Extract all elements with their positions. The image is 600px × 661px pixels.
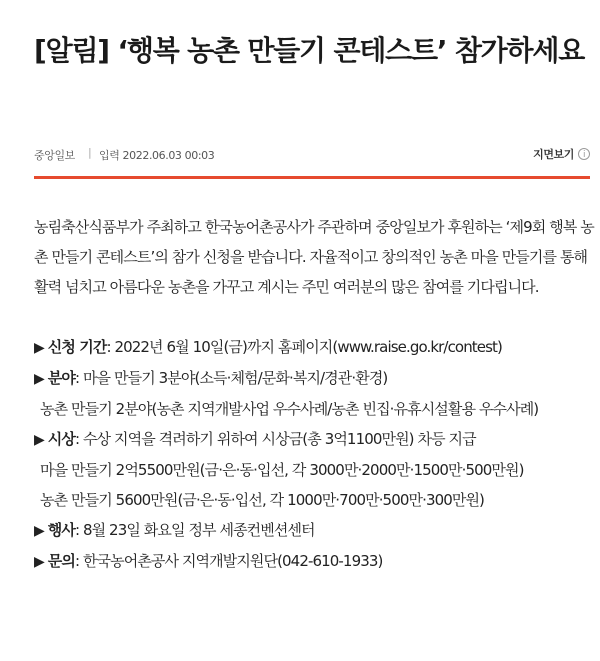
category-detail: 농촌 만들기 2분야(농촌 지역개발사업 우수사례/농촌 빈집·유휴시설활용 우수사례) — [40, 400, 539, 418]
award-detail-village: 마을 만들기 2억5500만원(금·은·동·입선, 각 3000만·2000만·1500만·500만원) — [40, 461, 524, 479]
triangle-bullet-icon: ▶ — [34, 554, 44, 570]
item-text: : 8월 23일 화요일 정부 세종컨벤션센터 — [74, 521, 315, 539]
item-text: : 2022년 6월 10일(금)까지 홈페이지(www.raise.go.kr/contest) — [106, 338, 502, 356]
print-view-button[interactable] — [533, 145, 590, 163]
source-name: 중앙일보 — [34, 149, 75, 162]
print-view-label: 지면보기 — [533, 148, 574, 161]
award-detail-rural: 농촌 만들기 5600만원(금·은·동·입선, 각 1000만·700만·500만·300만원) — [40, 491, 485, 509]
item-label: 신청 기간 — [47, 338, 107, 356]
article-meta — [34, 145, 590, 163]
item-label: 분야 — [47, 369, 75, 387]
publish-date: 입력 2022.06.03 00:03 — [99, 149, 215, 162]
item-event — [34, 515, 594, 546]
triangle-bullet-icon: ▶ — [34, 371, 44, 387]
item-text: : 한국농어촌공사 지역개발지원단(042-610-1933) — [74, 552, 383, 570]
meta-separator: | — [88, 146, 92, 159]
article-title: [알림] ‘행복 농촌 만들기 콘테스트’ 참가하세요 — [34, 34, 585, 67]
item-text: : 마을 만들기 3분야(소득·체험/문화·복지/경관·환경) — [74, 369, 388, 387]
triangle-bullet-icon: ▶ — [34, 432, 44, 448]
item-contact — [34, 546, 594, 577]
intro-paragraph: 농림축산식품부가 주최하고 한국농어촌공사가 주관하며 중앙일보가 후원하는 ‘제9회 행복 농촌 만들기 콘테스트’의 참가 신청을 받습니다. 자율적이고 창의적인 농촌 마을 만들기를 통해 활력 넘치고 아름다운 농촌을 가꾸고 계시는 주민 여러분의 많은 참여를 기다립니다. — [34, 218, 594, 296]
title-divider — [34, 176, 590, 179]
item-label: 문의 — [47, 552, 75, 570]
triangle-bullet-icon: ▶ — [34, 523, 44, 539]
item-text: : 수상 지역을 격려하기 위하여 시상금(총 3억1100만원) 차등 지급 — [74, 430, 476, 448]
item-label: 시상 — [47, 430, 75, 448]
item-period — [34, 332, 594, 363]
item-label: 행사 — [47, 521, 75, 539]
triangle-bullet-icon: ▶ — [34, 340, 44, 356]
item-category — [34, 363, 594, 394]
article-body — [34, 212, 594, 577]
item-award — [34, 424, 594, 455]
info-icon[interactable]: i — [578, 148, 590, 160]
